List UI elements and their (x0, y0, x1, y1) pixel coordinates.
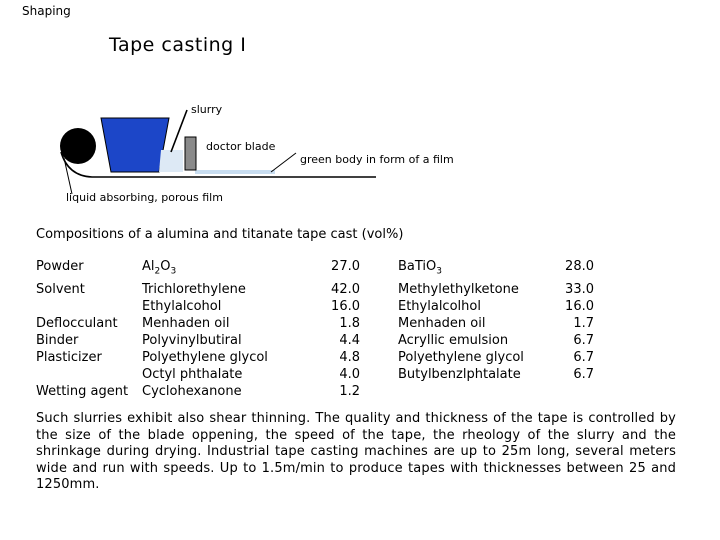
porous-film-label: liquid absorbing, porous film (66, 191, 223, 204)
compositions-table (36, 258, 594, 400)
green-body-label: green body in form of a film (300, 153, 454, 166)
green-body-pointer (271, 153, 296, 172)
table-row (36, 258, 594, 281)
category-cell: Solvent (36, 281, 85, 297)
alumina-component-cell: Ethylalcohol (142, 298, 222, 314)
category-cell: Deflocculant (36, 315, 118, 331)
table-row (36, 281, 594, 298)
alumina-component-cell: Polyvinylbutiral (142, 332, 242, 348)
slurry-label: slurry (191, 103, 223, 116)
alumina-value-cell: 4.0 (339, 366, 360, 382)
alumina-component-cell: $Al_2O_3$ (142, 259, 177, 277)
tape-casting-diagram (0, 0, 720, 215)
titanate-value-cell: 28.0 (565, 259, 594, 274)
titanate-component-cell: BaTiO$_3$ (398, 259, 443, 277)
titanate-component-cell: Butylbenzlphtalate (398, 366, 521, 382)
table-row (36, 315, 594, 332)
titanate-component-cell: Acryllic emulsion (398, 332, 509, 348)
titanate-component-cell: Methylethylketone (398, 281, 519, 297)
porous-film-pointer (64, 158, 72, 194)
section-label: Shaping (22, 4, 71, 18)
table-row (36, 298, 594, 315)
titanate-value-cell (550, 383, 594, 400)
alumina-value-cell: 1.2 (339, 383, 360, 399)
titanate-component-cell: Ethylalcolhol (398, 298, 481, 314)
doctor-blade (185, 137, 196, 170)
table-row (36, 383, 594, 400)
titanate-value-cell: 6.7 (573, 366, 594, 382)
alumina-value-cell: 16.0 (331, 298, 360, 314)
titanate-component-cell: Polyethylene glycol (398, 349, 524, 365)
titanate-value-cell: 33.0 (565, 281, 594, 297)
green-body-film (195, 170, 275, 174)
category-cell (36, 298, 142, 315)
category-cell: Wetting agent (36, 383, 129, 399)
titanate-value-cell: 16.0 (565, 298, 594, 314)
category-cell: Binder (36, 332, 79, 348)
compositions-caption: Compositions of a alumina and titanate tape cast (vol%) (36, 227, 404, 242)
titanate-value-cell: 1.7 (573, 315, 594, 331)
category-cell: Plasticizer (36, 349, 102, 365)
titanate-value-cell: 6.7 (573, 332, 594, 348)
titanate-value-cell: 6.7 (573, 349, 594, 365)
table-row (36, 332, 594, 349)
slurry-wedge (159, 150, 183, 172)
category-cell (36, 366, 142, 383)
alumina-component-cell: Menhaden oil (142, 315, 230, 331)
alumina-component-cell: Polyethylene glycol (142, 349, 268, 365)
titanate-component-cell: Menhaden oil (398, 315, 486, 331)
table-row (36, 349, 594, 366)
table-row (36, 366, 594, 383)
doctor-blade-label: doctor blade (206, 140, 276, 153)
slurry-reservoir (101, 118, 169, 172)
roller (60, 128, 96, 164)
titanate-component-cell (390, 383, 550, 400)
page-title: Tape casting I (109, 34, 247, 56)
alumina-component-cell: Trichlorethylene (142, 281, 246, 297)
alumina-value-cell: 27.0 (331, 259, 360, 274)
description-paragraph: Such slurries exhibit also shear thinning. The quality and thickness of the tape is controlled by the size of the blade oppening, the speed of the tape, the rheology of the slurry and the shrinkage during drying. Industrial tape casting machines are up to 25m long, several meters wide and run with speeds. Up to 1.5m/min to produce tapes with thicknesses between 25 and 1250mm. (36, 411, 676, 493)
alumina-component-cell: Cyclohexanone (142, 383, 242, 399)
alumina-value-cell: 1.8 (339, 315, 360, 331)
alumina-component-cell: Octyl phthalate (142, 366, 243, 382)
alumina-value-cell: 4.8 (339, 349, 360, 365)
category-cell: Powder (36, 259, 84, 274)
alumina-value-cell: 4.4 (339, 332, 360, 348)
alumina-value-cell: 42.0 (331, 281, 360, 297)
